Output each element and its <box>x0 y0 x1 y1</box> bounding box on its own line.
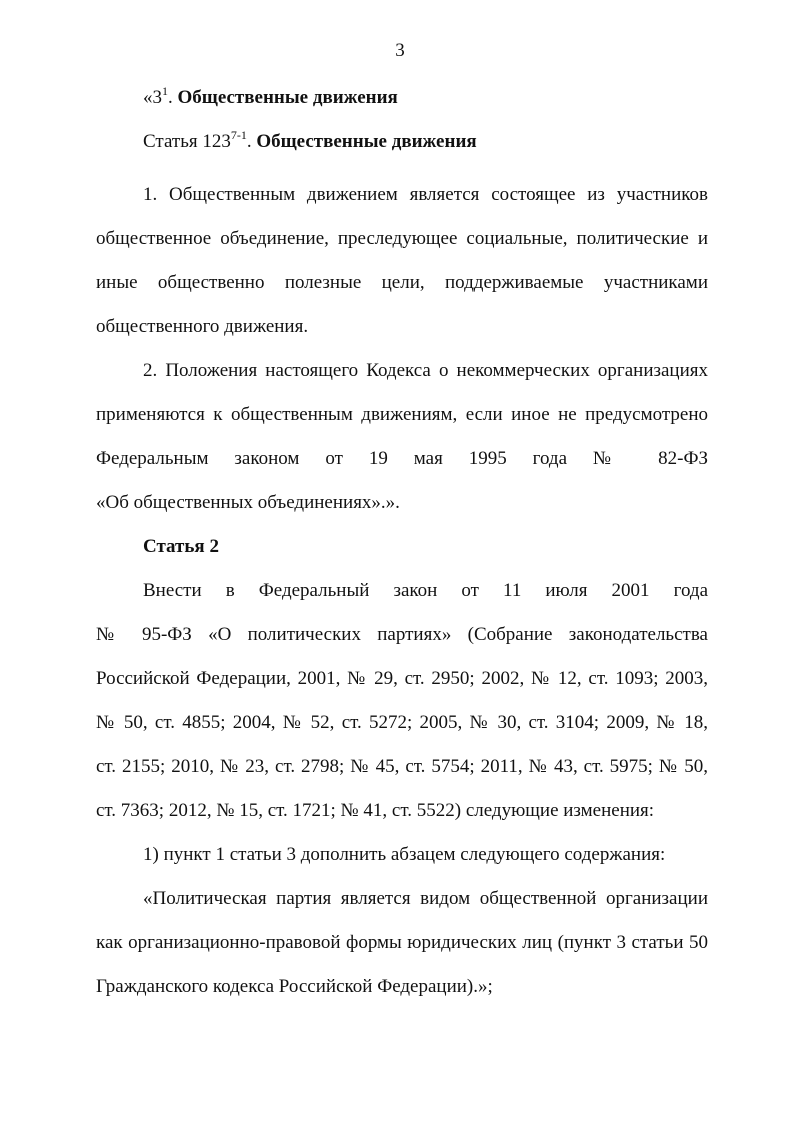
paragraph-2-line-4: «Об общественных объединениях».». <box>96 492 400 513</box>
quote-line-3: Гражданского кодекса Российской Федерации).»; <box>96 976 493 997</box>
section-prefix: «3 <box>143 87 162 108</box>
item-1 <box>96 833 708 877</box>
item-1-text: 1) пункт 1 статьи 3 дополнить абзацем следующего содержания: <box>143 844 666 865</box>
paragraph-1-line-1: 1. Общественным движением является состоящее из участников <box>143 184 708 205</box>
paragraph-1 <box>96 173 708 349</box>
document-body <box>96 85 708 1009</box>
section-title: Общественные движения <box>177 87 398 108</box>
paragraph-3-line-6: ст. 7363; 2012, № 15, ст. 1721; № 41, ст. 5522) следующие изменения: <box>96 800 655 821</box>
paragraph-2 <box>96 349 708 525</box>
article-heading <box>96 129 708 173</box>
quote-line-1: «Политическая партия является видом общественной организации <box>143 888 708 909</box>
article-dot: . <box>246 131 257 152</box>
paragraph-3-line-5: ст. 2155; 2010, № 23, ст. 2798; № 45, ст. 5754; 2011, № 43, ст. 5975; № 50, <box>96 756 708 777</box>
paragraph-1-line-3: иные общественно полезные цели, поддерживаемые участниками <box>96 272 708 293</box>
page-number: 3 <box>395 40 405 61</box>
paragraph-3-line-1: Внести в Федеральный закон от 11 июля 2001 года <box>143 580 708 601</box>
article-prefix: Статья 123 <box>143 131 231 152</box>
article-2-title: Статья 2 <box>143 536 219 557</box>
section-superscript: 1 <box>162 84 168 98</box>
paragraph-3-line-2: № 95-ФЗ «О политических партиях» (Собрание законодательства <box>96 624 708 645</box>
paragraph-1-line-2: общественное объединение, преследующее социальные, политические и <box>96 228 708 249</box>
article-title: Общественные движения <box>256 131 477 152</box>
article-superscript: 7-1 <box>230 128 247 142</box>
quote-line-2: как организационно-правовой формы юридических лиц (пункт 3 статьи 50 <box>96 932 708 953</box>
paragraph-3-line-3: Российской Федерации, 2001, № 29, ст. 2950; 2002, № 12, ст. 1093; 2003, <box>96 668 708 689</box>
section-heading <box>96 85 708 129</box>
paragraph-3-line-4: № 50, ст. 4855; 2004, № 52, ст. 5272; 2005, № 30, ст. 3104; 2009, № 18, <box>96 712 708 733</box>
section-dot: . <box>168 87 178 108</box>
paragraph-1-line-4: общественного движения. <box>96 316 309 337</box>
paragraph-2-line-2: применяются к общественным движениям, если иное не предусмотрено <box>96 404 708 425</box>
paragraph-2-line-1: 2. Положения настоящего Кодекса о некоммерческих организациях <box>143 360 708 381</box>
quote-paragraph <box>96 877 708 1009</box>
paragraph-3 <box>96 569 708 833</box>
paragraph-2-line-3: Федеральным законом от 19 мая 1995 года № 82-ФЗ <box>96 448 708 469</box>
